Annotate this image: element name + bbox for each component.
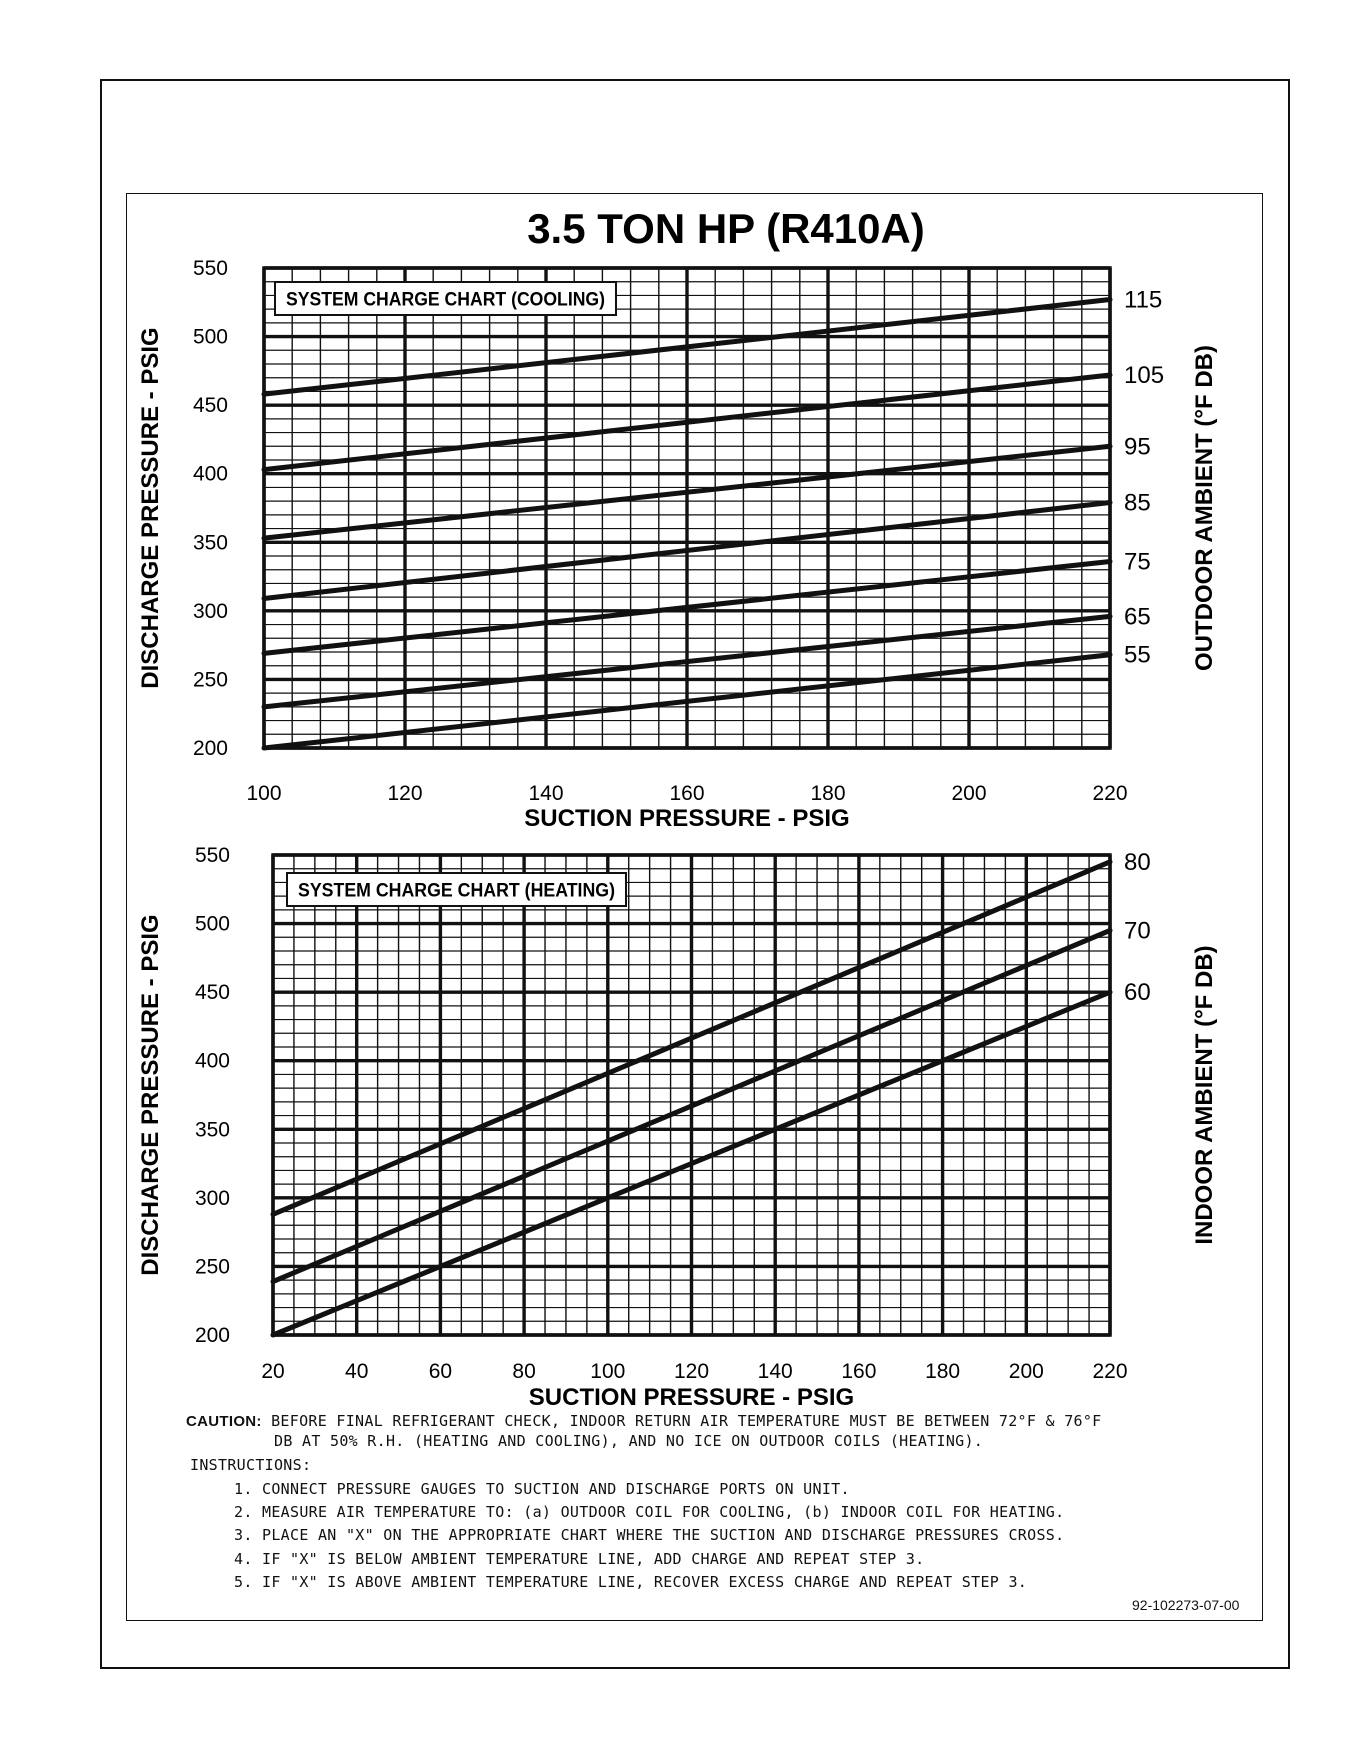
instruction-step-4: 4. IF "X" IS BELOW AMBIENT TEMPERATURE LINE, ADD CHARGE AND REPEAT STEP 3. [234, 1550, 925, 1568]
x-tick-label: 180 [810, 782, 846, 805]
x-tick-label: 140 [528, 782, 564, 805]
x-tick-label: 200 [951, 782, 987, 805]
x-tick-label: 100 [246, 782, 282, 805]
x-axis-label: SUCTION PRESSURE - PSIG [528, 1384, 855, 1411]
series-label: 85 [1124, 489, 1151, 517]
x-tick-label: 220 [1092, 782, 1128, 805]
series-label: 95 [1124, 433, 1151, 461]
instruction-step-3: 3. PLACE AN "X" ON THE APPROPRIATE CHART WHERE THE SUCTION AND DISCHARGE PRESSURES CROSS. [234, 1526, 1065, 1544]
y-tick-label: 500 [192, 325, 228, 349]
y-tick-label: 200 [192, 737, 228, 760]
y-tick-label: 300 [194, 1186, 230, 1210]
x-tick-label: 200 [1008, 1360, 1044, 1383]
x-tick-label: 80 [512, 1360, 536, 1383]
instructions-heading: INSTRUCTIONS: [190, 1456, 312, 1474]
instruction-step-1: 1. CONNECT PRESSURE GAUGES TO SUCTION AND DISCHARGE PORTS ON UNIT. [234, 1480, 850, 1498]
y-tick-label: 200 [194, 1324, 230, 1347]
heating-chart [137, 844, 1218, 1411]
y-tick-label: 450 [194, 981, 230, 1005]
caution-label: CAUTION: [186, 1413, 262, 1430]
series-label: 70 [1124, 917, 1151, 945]
chart-label-text: SYSTEM CHARGE CHART (HEATING) [298, 880, 615, 902]
y-tick-label: 400 [192, 462, 228, 486]
caution-text-2: DB AT 50% R.H. (HEATING AND COOLING), AND NO ICE ON OUTDOOR COILS (HEATING). [274, 1432, 984, 1450]
y-axis-label: DISCHARGE PRESSURE - PSIG [137, 914, 164, 1276]
x-axis-label: SUCTION PRESSURE - PSIG [524, 805, 850, 832]
series-label: 65 [1124, 603, 1151, 631]
x-tick-label: 140 [757, 1360, 793, 1383]
x-tick-label: 100 [590, 1360, 626, 1383]
y-tick-label: 300 [192, 599, 228, 623]
y-tick-label: 250 [192, 668, 228, 692]
series-label: 55 [1124, 641, 1151, 669]
series-label: 115 [1124, 286, 1163, 314]
y-tick-label: 500 [194, 912, 230, 936]
series-label: 60 [1124, 979, 1151, 1007]
y-tick-label: 450 [192, 394, 228, 418]
x-tick-label: 160 [841, 1360, 877, 1383]
y-tick-label: 550 [194, 844, 230, 867]
instruction-step-2: 2. MEASURE AIR TEMPERATURE TO: (a) OUTDOOR COIL FOR COOLING, (b) INDOOR COIL FOR HEATING. [234, 1503, 1065, 1521]
instruction-step-5: 5. IF "X" IS ABOVE AMBIENT TEMPERATURE LINE, RECOVER EXCESS CHARGE AND REPEAT STEP 3. [234, 1573, 1028, 1591]
x-tick-label: 60 [428, 1360, 453, 1383]
right-axis-label: INDOOR AMBIENT (°F DB) [1191, 945, 1218, 1245]
x-tick-label: 120 [387, 782, 423, 805]
x-tick-label: 180 [925, 1360, 961, 1383]
y-tick-label: 350 [192, 531, 228, 555]
chart-title: 3.5 TON HP (R410A) [527, 205, 925, 252]
caution-text-1: BEFORE FINAL REFRIGERANT CHECK, INDOOR RETURN AIR TEMPERATURE MUST BE BETWEEN 72°F & 76°F [271, 1412, 1102, 1430]
series-label: 75 [1124, 548, 1151, 576]
y-tick-label: 400 [194, 1049, 230, 1073]
y-tick-label: 350 [194, 1118, 230, 1142]
y-tick-label: 550 [192, 257, 228, 280]
x-tick-label: 20 [261, 1360, 285, 1383]
document-number: 92-102273-07-00 [1132, 1597, 1240, 1613]
right-axis-label: OUTDOOR AMBIENT (°F DB) [1191, 344, 1218, 672]
x-tick-label: 160 [669, 782, 705, 805]
caution-line-1 [186, 1412, 1102, 1430]
chart-label-text: SYSTEM CHARGE CHART (COOLING) [286, 289, 605, 311]
cooling-chart [137, 257, 1218, 832]
x-tick-label: 40 [345, 1360, 369, 1383]
y-axis-label: DISCHARGE PRESSURE - PSIG [137, 327, 164, 689]
grid [273, 855, 1110, 1335]
grid [264, 268, 1110, 748]
x-tick-label: 120 [673, 1360, 710, 1383]
series-label: 105 [1124, 361, 1165, 389]
x-tick-label: 220 [1092, 1360, 1128, 1383]
y-tick-label: 250 [194, 1255, 230, 1279]
series-label: 80 [1124, 848, 1151, 876]
